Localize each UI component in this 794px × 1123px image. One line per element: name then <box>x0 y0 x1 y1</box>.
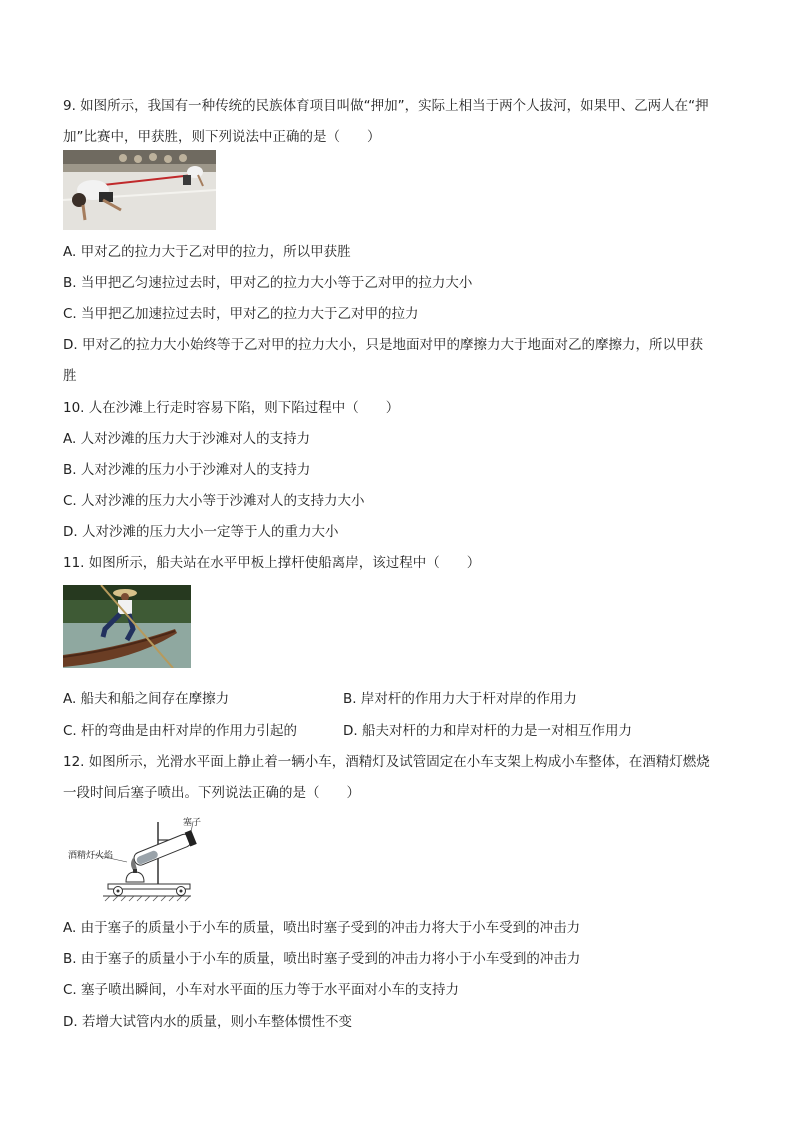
q11-option-b: B. 岸对杆的作用力大于杆对岸的作用力 <box>343 691 577 707</box>
q10-option-a: A. 人对沙滩的压力大于沙滩对人的支持力 <box>63 431 311 447</box>
q11-option-c: C. 杆的弯曲是由杆对岸的作用力引起的 <box>63 723 298 739</box>
q12-diagram-cart <box>63 812 202 904</box>
q9-photo-tug-of-war <box>63 150 216 230</box>
q9-option-c: C. 当甲把乙加速拉过去时，甲对乙的拉力大于乙对甲的拉力 <box>63 306 419 322</box>
q12-option-b: B. 由于塞子的质量小于小车的质量，喷出时塞子受到的冲击力将小于小车受到的冲击力 <box>63 951 581 967</box>
q9-stem-line1: 9. 如图所示，我国有一种传统的民族体育项目叫做“押加”，实际上相当于两个人拔河，如果甲、乙两人在“押 <box>63 98 709 114</box>
q10-option-c: C. 人对沙滩的压力大小等于沙滩对人的支持力大小 <box>63 493 365 509</box>
q9-option-a: A. 甲对乙的拉力大于乙对甲的拉力，所以甲获胜 <box>63 244 351 260</box>
q12-label-flame: 酒精灯火焰 <box>68 851 114 861</box>
q9-stem-line2: 加”比赛中，甲获胜，则下列说法中正确的是（ ） <box>63 129 381 145</box>
q10-stem: 10. 人在沙滩上行走时容易下陷，则下陷过程中（ ） <box>63 400 400 416</box>
q9-option-b: B. 当甲把乙匀速拉过去时，甲对乙的拉力大小等于乙对甲的拉力大小 <box>63 275 473 291</box>
q10-option-b: B. 人对沙滩的压力小于沙滩对人的支持力 <box>63 462 311 478</box>
q12-stem-line1: 12. 如图所示，光滑水平面上静止着一辆小车，酒精灯及试管固定在小车支架上构成小车整体，在酒精灯燃烧 <box>63 754 710 770</box>
q11-option-a: A. 船夫和船之间存在摩擦力 <box>63 691 230 707</box>
q12-label-stopper: 塞子 <box>183 818 202 828</box>
q11-option-d: D. 船夫对杆的力和岸对杆的力是一对相互作用力 <box>343 723 632 739</box>
q12-option-a: A. 由于塞子的质量小于小车的质量，喷出时塞子受到的冲击力将大于小车受到的冲击力 <box>63 920 581 936</box>
q12-option-c: C. 塞子喷出瞬间，小车对水平面的压力等于水平面对小车的支持力 <box>63 982 460 998</box>
q12-option-d: D. 若增大试管内水的质量，则小车整体惯性不变 <box>63 1014 352 1030</box>
q9-option-d-cont: 胜 <box>63 368 77 384</box>
q11-photo-boatman <box>63 585 191 668</box>
q12-stem-line2: 一段时间后塞子喷出。下列说法正确的是（ ） <box>63 785 360 801</box>
q10-option-d: D. 人对沙滩的压力大小一定等于人的重力大小 <box>63 524 339 540</box>
q11-stem: 11. 如图所示，船夫站在水平甲板上撑杆使船离岸，该过程中（ ） <box>63 555 481 571</box>
q9-option-d: D. 甲对乙的拉力大小始终等于乙对甲的拉力大小，只是地面对甲的摩擦力大于地面对乙的摩擦力，所以甲获 <box>63 337 703 353</box>
